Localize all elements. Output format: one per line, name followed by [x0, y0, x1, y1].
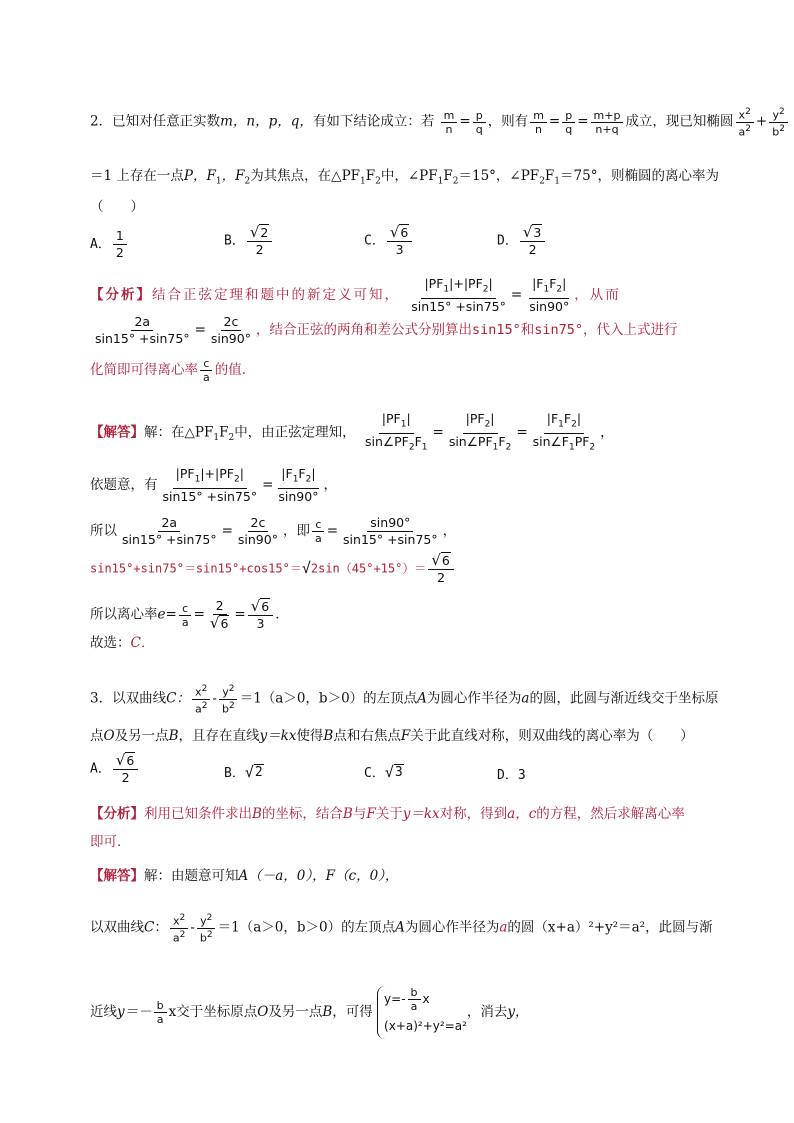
q3-answer-tag: 【解答】 [90, 868, 144, 884]
q3-l2f: 点和右焦点 [333, 728, 401, 744]
answer-text1c: 中，由正弦定理知， [234, 424, 356, 441]
option-a-num: 1 [113, 228, 127, 245]
analysis-text3b: 的值． [214, 362, 256, 378]
frac-pf1: $\frac{|PF_1|}{\sin\angle PF_2F_1}$ [364, 411, 428, 452]
analysis-text2: ，结合正弦的两角和差公式分别算出 [255, 322, 472, 338]
frac-x2-a2: $\frac{x^2}{a^2}$ [735, 106, 753, 138]
option-b-den: 2 [255, 242, 264, 257]
equation-system [377, 986, 467, 1039]
q3-number: 3．以双曲线 [90, 690, 167, 707]
q2-l2b: P，F [183, 168, 216, 184]
q3-answer1b: A（－a，0），F（c，0）， [238, 868, 399, 884]
analysis-tag: 【分析】 [90, 286, 152, 303]
system-eq2: (x+a)²+y²=a² [384, 1019, 467, 1033]
q2-answer-line2: 依题意，有 $\frac{|PF_1|+|PF_2|}{\sin 15^\circ +\sin 75^\circ}$ = $\frac{|F_1F_2|}{\sin 90^\circ}$ ， [90, 466, 337, 504]
q3-stem-line1: 3．以双曲线C： $\frac{x^2}{a^2}$ - $\frac{y^2}{b^2}$ ＝1（a＞0，b＞0）的左顶点A为圆心作半径为a的圆，此圆与渐近线交于坐标原 [90, 684, 719, 716]
frac-c-a-2: $\frac{c}{a}$ [312, 518, 325, 545]
system-eq1-text: y=- [384, 992, 406, 1006]
q3-answer3b: y＝－ [117, 1004, 152, 1020]
frac-f1f2: $\frac{|F_1F_2|}{\sin\angle F_1PF_2}$ [532, 411, 596, 452]
option-b-label: B． [224, 233, 245, 249]
option-d-label: D． [497, 233, 518, 249]
q3-answer1: 解：由题意可知 [144, 868, 239, 884]
option-d-rad: 3 [533, 225, 542, 240]
analysis-sin75: sin75° [534, 322, 584, 338]
q2-stem-line2: ＝1 上存在一点P，$F_1$，$F_2$为其焦点，在$\triangle PF_1F_2$中，$\angle PF_1F_2=15^\circ$，$\angle PF_2F_1=75^\circ$，则椭圆的离心率为 [90, 168, 719, 187]
q2-l2j: ＝75°，则椭圆的离心率为 [560, 168, 719, 184]
q3-option-b-label: B． [224, 766, 245, 781]
q2-l2g: F [443, 168, 453, 184]
q3-rest1: 为圆心作半径为 [426, 690, 522, 707]
q3-stem-line2: 点O及另一点B，且存在直线y＝kx使得B点和右焦点F关于此直线对称，则双曲线的离心率为（ ） [90, 728, 694, 744]
frac-c-a: $\frac{c}{a}$ [200, 357, 213, 384]
option-d-frac: √ 3 2 [520, 224, 546, 258]
frac-p-q: $\frac{p}{q}$ [473, 109, 486, 136]
q2-answer-ecc: 所以离心率e= $\frac{c}{a}$ = 2 √ 6 = √ 6 3 ． [90, 597, 289, 632]
q3-eq-tail: ＝1（a＞0，b＞0）的左顶点 [239, 690, 418, 707]
answer-text1b: F [219, 424, 229, 441]
q3-option-a-frac: √ 6 2 [113, 752, 139, 786]
answer-text1: 解：在△PF [144, 424, 214, 441]
q2-l2f: 中，∠PF [380, 168, 438, 184]
q3-option-b[interactable]: B． √ 2 [224, 763, 263, 781]
answer-text3b: ，即 [282, 523, 310, 539]
q3-answer2: 以双曲线 [90, 919, 144, 936]
q3-analysis1b: 的坐标，结合 [261, 806, 343, 822]
q3-frac-x2a2-2: $\frac{x^2}{a^2}$ [170, 912, 188, 944]
q2-answer-calc: sin15°+sin75°＝sin15°+cos15°＝ √ 2sin（45°+15°）＝ √ 6 2 [90, 552, 730, 586]
frac-m-n: $\frac{m}{n}$ [441, 109, 458, 136]
analysis-text2e: ，代入上式进行 [583, 322, 678, 338]
q3-analysis-tag: 【分析】 [90, 806, 144, 822]
q3-analysis1: 利用已知条件求出 [144, 806, 252, 822]
q2-option-c[interactable] [364, 224, 414, 258]
analysis-text3: 化简即可得离心率 [90, 362, 198, 378]
q2-l2d: 为其焦点，在△PF [250, 168, 361, 184]
q3-answer3f: ，消去 [466, 1004, 508, 1020]
analysis-he: 和 [520, 322, 535, 338]
q2-paren: （ ） [90, 199, 144, 215]
q2-final [90, 633, 730, 653]
q3-l2b: 及另一点 [114, 728, 169, 744]
q3-answer2b: ＝1（a＞0，b＞0）的左顶点 [217, 919, 396, 936]
q3-c-label: C： [166, 690, 190, 707]
q2-l2h: ＝15°，∠PF [458, 168, 540, 184]
option-b-frac: √ 2 2 [247, 224, 273, 258]
ecc-text: 所以离心率 [90, 606, 158, 623]
q3-option-c[interactable]: C． √ 3 [364, 763, 403, 781]
q2-option-a[interactable] [90, 228, 129, 261]
q2-answer-line1: 【解答】解：在$\triangle PF_1F_2$中，由正弦定理知， $\frac{|PF_1|}{\sin\angle PF_2F_1}$ = $\frac{|PF_2|}{\sin\angle PF_1F_2}$ = $\frac{|F_1F_2|}{\sin\angle F_1PF_2}$ ， [90, 411, 730, 455]
final-choice: C． [130, 635, 155, 651]
frac-m-n-2: $\frac{m}{n}$ [530, 109, 547, 136]
q3-option-c-rad: 3 [394, 765, 403, 780]
q3-analysis1g: 的方程，然后求解离心率 [536, 806, 685, 822]
q3-option-d[interactable] [497, 764, 526, 783]
frac-mp-nq: $\frac{m+p}{n+q}$ [591, 109, 624, 136]
q2-number: 2．已知对任意正实数 [90, 113, 221, 130]
q3-option-a-label: A． [90, 761, 111, 777]
option-c-rad: 6 [400, 225, 409, 240]
option-d-den: 2 [528, 242, 537, 257]
option-a-frac [113, 228, 127, 261]
q3-analysis1d: 关于 [375, 806, 403, 822]
option-c-frac: √ 6 3 [387, 224, 413, 258]
q3-frac-b-a: $\frac{b}{a}$ [154, 999, 167, 1026]
answer-text2: 依题意，有 [90, 476, 158, 493]
q3-frac-y2b2-2: $\frac{y^2}{b^2}$ [197, 912, 216, 944]
q3-analysis1c: 与 [352, 806, 367, 822]
q2-cond1: 有如下结论成立：若 [312, 113, 435, 130]
q3-answer-line1 [90, 866, 730, 886]
q3-frac-y2b2: $\frac{y^2}{b^2}$ [219, 683, 238, 715]
frac-f1f2-sin90-2: $\frac{|F_1F_2|}{\sin 90^\circ}$ [278, 466, 319, 504]
q3-answer3d: 及另一点 [268, 1004, 323, 1020]
analysis-text1b: ，从而 [574, 286, 621, 303]
frac-sin90-sum: $\frac{\sin 90^\circ}{\sin 15^\circ +\sin 75^\circ}$ [343, 515, 438, 547]
frac-2-sqrt6: 2 √ 6 [209, 598, 229, 632]
q3-option-a[interactable] [90, 752, 140, 786]
q3-rest1b: 的圆，此圆与渐近线交于坐标原 [529, 690, 719, 707]
answer-text3: 所以 [90, 523, 117, 539]
q2-l2i: F [544, 168, 555, 184]
frac-pf-sum-2: $\frac{|PF_1|+|PF_2|}{\sin 15^\circ +\sin 75^\circ}$ [162, 466, 258, 504]
q2-option-b[interactable] [224, 224, 274, 258]
calc-text: sin15°+sin75°＝sin15°+cos15°＝ [90, 561, 302, 576]
q3-analysis1f: a，c [507, 806, 537, 822]
q2-cond2: ，则有 [487, 113, 529, 130]
q2-l2c: ，F [221, 168, 245, 184]
frac-sqrt6-3: √ 6 3 [248, 598, 274, 632]
q2-l2a: ＝1 上存在一点 [90, 168, 184, 184]
q3-l2g: 关于此直线对称，则双曲线的离心率为（ ） [410, 728, 694, 744]
q2-answer-line3: 所以 $\frac{2a}{\sin 15^\circ +\sin 75^\circ}$ = $\frac{2c}{\sin 90^\circ}$ ，即 $\frac{c}{a}$ = $\frac{\sin 90^\circ}{\sin 15^\circ +\sin 75^\circ}$ ， [90, 515, 457, 547]
q3-option-b-rad: 2 [254, 765, 263, 780]
q3-answer3e: ，可得 [332, 1004, 373, 1020]
option-c-label: C． [364, 233, 385, 249]
q3-answer2c: 为圆心作半径为 [404, 919, 500, 936]
frac-p-q-2: $\frac{p}{q}$ [562, 109, 575, 136]
q2-stem-line1: 2．已知对任意正实数m，n，p，q，有如下结论成立：若 $\frac{m}{n}$ = $\frac{p}{q}$ ，则有 $\frac{m}{n}$ = $\frac{p}{q}$ = $\frac{m+p}{n+q}$ 成立，现已知椭圆 $\frac{x^2}{a^2}$ + $\frac{y^2}{b^2}$ [90, 106, 730, 138]
q3-answer2d: 的圆（x+a）²+y²＝a²，此圆与渐 [507, 919, 713, 936]
frac-2c: $\frac{2c}{\sin 90^\circ}$ [210, 314, 251, 346]
q3-analysis1e: 对称，得到 [439, 806, 508, 822]
q2-analysis-line1: 【分析】结合正弦定理和题中的新定义可知， $\frac{|PF_1|+|PF_2|}{\sin 15^\circ +\sin 75^\circ}$ = $\frac{|F_1F_2|}{\sin 90^\circ}$ ，从而 [90, 276, 621, 314]
frac-2c-2: $\frac{2c}{\sin 90^\circ}$ [237, 515, 278, 547]
q3-option-a-den: 2 [121, 770, 130, 785]
answer-tag: 【解答】 [90, 424, 144, 441]
q3-answer3: 近线 [90, 1004, 117, 1020]
system-frac-b-a: $\frac{b}{a}$ [408, 986, 421, 1013]
frac-pf2: $\frac{|PF_2|}{\sin\angle PF_1F_2}$ [448, 411, 512, 452]
q3-option-a-rad: 6 [126, 753, 135, 768]
q2-cond3: 成立，现已知椭圆 [625, 113, 734, 130]
ecc-e: e [157, 606, 166, 623]
frac-f1f2-sin90: $\frac{|F_1F_2|}{\sin 90^\circ}$ [529, 276, 570, 314]
option-b-rad: 2 [260, 225, 269, 240]
analysis-sin15: sin15° [471, 322, 521, 338]
frac-pf-sum: $\frac{|PF_1|+|PF_2|}{\sin 15^\circ +\sin 75^\circ}$ [411, 276, 506, 314]
q3-option-d-label: D． [497, 768, 518, 783]
q3-l2: 点 [90, 728, 104, 744]
q3-answer-line3: 近线y＝－ $\frac{b}{a}$ x交于坐标原点O及另一点B，可得 y=- $\frac{b}{a}$ x (x+a)²+y²=a² ，消去y， [90, 986, 730, 1039]
frac-2a: $\frac{2a}{\sin 15^\circ +\sin 75^\circ}$ [95, 314, 190, 346]
q3-option-c-label: C． [364, 766, 385, 781]
q2-analysis-line2: $\frac{2a}{\sin 15^\circ +\sin 75^\circ}$ = $\frac{2c}{\sin 90^\circ}$ ，结合正弦的两角和差公式分别算出sin15°和sin75°，代入上式进行 [90, 314, 730, 347]
analysis-text1: 结合正弦定理和题中的新定义可知， [152, 286, 400, 303]
option-a-label: A． [90, 237, 111, 252]
frac-c-a-3: $\frac{c}{a}$ [179, 602, 192, 629]
option-a-den: 2 [115, 245, 124, 260]
q3-answer3c: x交于坐标原点 [168, 1004, 258, 1020]
option-c-den: 3 [395, 242, 404, 257]
frac-2a-2: $\frac{2a}{\sin 15^\circ +\sin 75^\circ}$ [122, 515, 217, 547]
q3-answer-line2: 以双曲线C： $\frac{x^2}{a^2}$ - $\frac{y^2}{b^2}$ ＝1（a＞0，b＞0）的左顶点A为圆心作半径为a的圆（x+a）²+y²＝a²，此圆与渐 [90, 913, 713, 945]
q3-frac-x2a2: $\frac{x^2}{a^2}$ [192, 683, 210, 715]
system-eq1: y=- $\frac{b}{a}$ x [384, 986, 430, 1013]
q2-option-d[interactable] [497, 224, 547, 258]
calc-text-b: 2sin（45°+15°）＝ [310, 561, 427, 576]
frac-y2-b2: $\frac{y^2}{b^2}$ [769, 106, 788, 138]
q3-analysis-line1: 【分析】利用已知条件求出B的坐标，结合B与F关于y＝kx对称，得到a，c的方程，然后求解离心率 [90, 806, 685, 822]
final-text: 故选： [90, 635, 131, 651]
q2-l2e: F [365, 168, 376, 184]
q3-l2d: y＝kx [259, 728, 297, 744]
q3-analysis-line2: 即可． [90, 834, 131, 850]
q3-l2c: ，且存在直线 [178, 728, 260, 744]
q2-analysis-line3 [90, 357, 730, 384]
q3-answer3g: y， [507, 1004, 529, 1020]
q2-vars: m，n，p，q， [220, 113, 313, 130]
q3-option-d-value: 3 [517, 768, 526, 783]
q3-l2e: 使得 [296, 728, 324, 744]
frac-sqrt6-2: √ 6 2 [428, 552, 454, 586]
